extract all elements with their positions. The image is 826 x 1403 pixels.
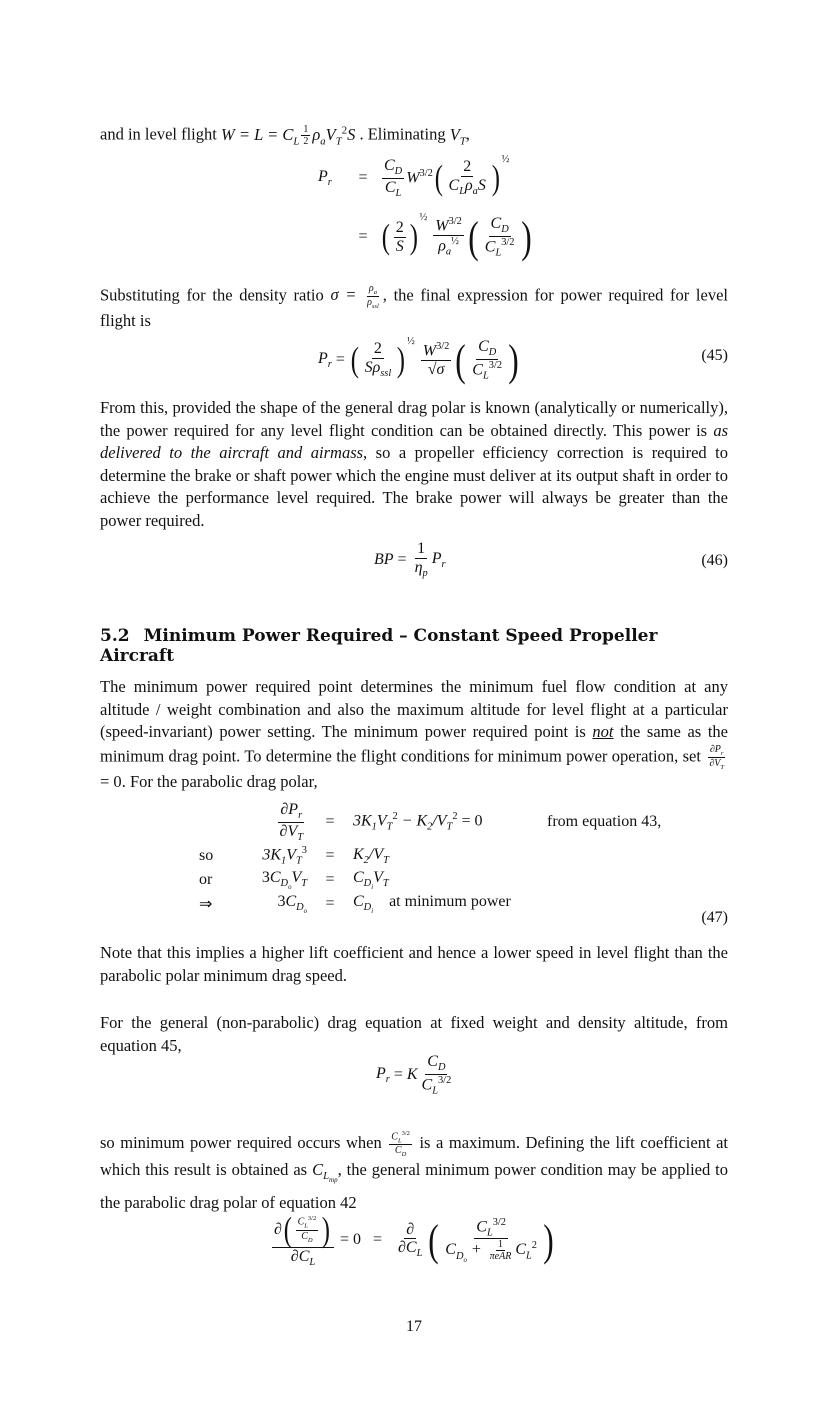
min-power-condition: $\frac{\partial P_r}{\partial V_T}$ = 0: [100, 743, 724, 791]
section-number: 5.2: [100, 626, 130, 646]
intro-text: and in level flight: [100, 124, 217, 144]
level-flight-equation: $W = L = C_L$ $\frac{1}{2}$ $\rho_aV_T^2S$: [220, 124, 356, 148]
equation-number-46: (46): [701, 552, 728, 569]
equation-row: ⇒ $3C_{D_o}$ = $C_{D_i}$ at minimum power: [199, 892, 511, 916]
note-paragraph: Note that this implies a higher lift coefficient and hence a lower speed in level flight than the parabolic polar minimum drag speed.: [100, 943, 728, 985]
equation-47-block: [195, 800, 665, 916]
underlined-emphasis: not: [592, 722, 614, 741]
density-ratio-paragraph: Substituting for the density ratio σ = $\frac{\rho_a}{\rho_{ssl}}$ , the final expression for power required for level flight is: [100, 283, 728, 331]
intro-line: and in level flight $W = L = C_L$ $\frac{1}{2}$ $\rho_aV_T^2S$ . Eliminating $V_T$,: [100, 124, 470, 148]
equation-45: $P_r$ = ( $\frac{2}{S\rho_{ssl}}$ ) $^{\frac{1}{2}}$ $\frac{W^{3/2}}{√\sigma}$ ( $\frac{C_D}{C_L^{3/2}}$ ): [318, 334, 519, 385]
equation-number-45: (45): [701, 347, 728, 364]
equation-row: $\frac{\partial P_r}{\partial V_T}$ = $3K_1V_T^2 - K_2/V_T^2 = 0$ from equation 43,: [279, 800, 662, 843]
min-power-paragraph: The minimum power required point determines the minimum fuel flow condition at any altitude / weight combination and also the maximum altitude for level flight at a particular (speed-invariant) power setting. The minimum power required point is not the same as the minimum drag point. To determine the flight conditions for minimum power operation, set $\frac{\partial P_r}{\partial V_T}$ = 0. For the parabolic drag polar,: [100, 677, 728, 791]
section-title: Minimum Power Required – Constant Speed Propeller Aircraft: [100, 626, 658, 666]
power-required-derivation: $P_r$ = $\frac{C_D}{C_L}$ $W^{3/2}$ ( $\frac{2}{C_L\rho_aS}$ ) $^{\frac{1}{2}}$ = ( $\frac{2}{S}$ ) $^{\frac{1}{2}}$ $\frac{W^{3/2}}{\rho_a^{\frac{1}{2}}}$ ( $\frac{C_D}{C_L^{3/2}}$ ): [318, 154, 532, 262]
equation-row: so $3K_1V_T^3$ = $K_2/V_T$: [199, 845, 389, 867]
general-drag-paragraph: For the general (non-parabolic) drag equation at fixed weight and density altitude, from equation 45,: [100, 1013, 728, 1055]
lift-drag-ratio: $\frac{C_L^{3/2}}{C_D}$: [391, 1130, 410, 1159]
final-derivative-equation: ∂ ( $\frac{C_L^{3/2}}{C_D}$ ) $\partial C_L$ = 0 = $\frac{\partial}{\partial C_L}$ ( $C_L^{3/2}$ $C_{D_o}$ + $\frac{1}{\text{πeAR}}$ $C_L^2$ ): [274, 1210, 554, 1269]
page-number: 17: [406, 1318, 422, 1335]
section-heading: [100, 626, 728, 666]
equation-number-47: (47): [701, 909, 728, 926]
general-power-equation: $P_r$ = K $\frac{C_D}{C_L^{3/2}}$: [376, 1053, 452, 1097]
power-paragraph: From this, provided the shape of the general drag polar is known (analytically or numerically), the power required for any level flight condition can be obtained directly. This power is as delivered to the aircraft and airmass, so a propeller efficiency correction is required to determine the brake or shaft power which the engine must deliver at its output shaft in order to achieve the performance level required. The brake power will always be greater than the power required.: [100, 398, 728, 530]
emphasis-text: as delivered to the aircraft and airmass: [100, 420, 728, 462]
equation-46: BP = $\frac{1}{\eta_p}$ $P_r$: [374, 540, 446, 579]
equation-row: or $3C_{D_o}V_T$ = $C_{D_i}V_T$: [199, 868, 389, 892]
maximum-condition-paragraph: so minimum power required occurs when $\frac{C_L^{3/2}}{C_D}$ is a maximum. Defining the lift coefficient at which this result is obtained as $C_{L_{mp}}$, the general minimum power condition may be applied to the parabolic drag polar of equation 42: [100, 1130, 729, 1212]
density-ratio-definition: σ = $\frac{\rho_a}{\rho_{ssl}}$: [330, 283, 379, 311]
intro-suffix: . Eliminating: [359, 124, 446, 144]
